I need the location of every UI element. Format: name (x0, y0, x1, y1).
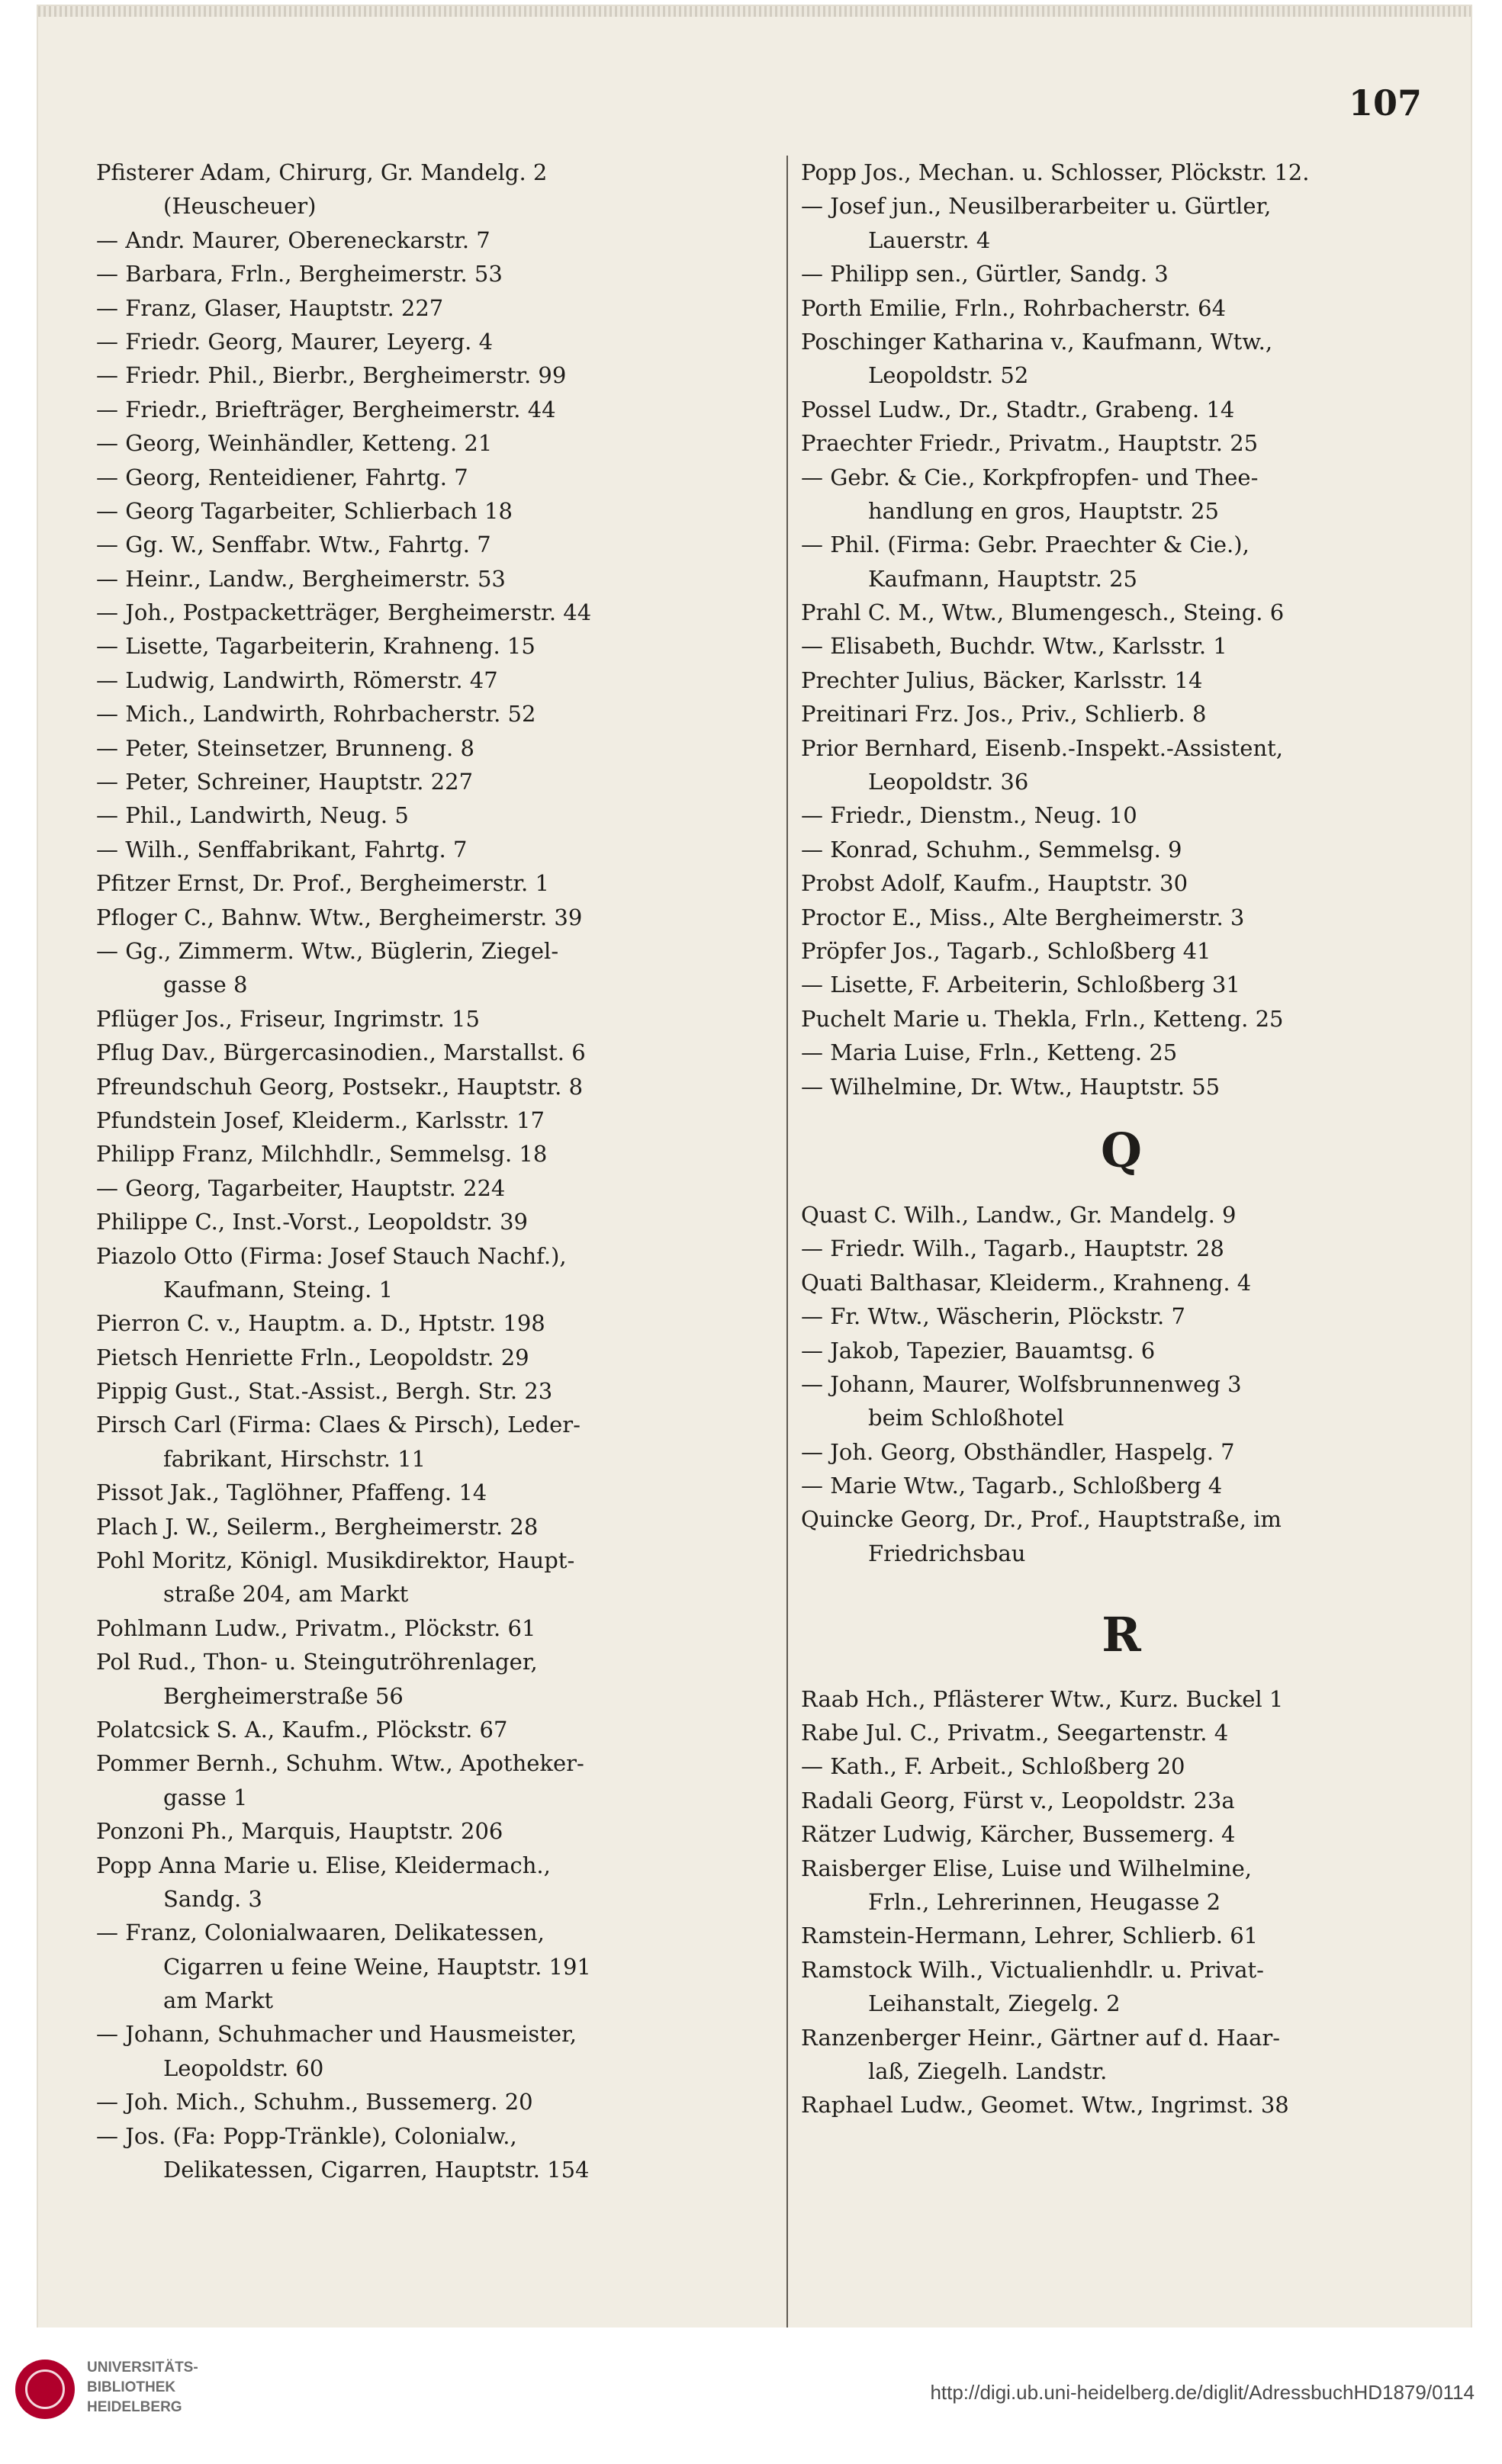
directory-entry-line: — Joh. Georg, Obsthändler, Haspelg. 7 (801, 1438, 1235, 1465)
directory-entry-line: Raphael Ludw., Geomet. Wtw., Ingrimst. 38 (801, 2092, 1289, 2119)
directory-entry-line: Pippig Gust., Stat.-Assist., Bergh. Str. 23 (96, 1378, 553, 1405)
directory-entry-line: — Gg. W., Senffabr. Wtw., Fahrtg. 7 (96, 532, 491, 558)
directory-entry-line: — Barbara, Frln., Bergheimerstr. 53 (96, 261, 503, 288)
directory-entry-line: Ramstock Wilh., Victualienhdlr. u. Privat- (801, 1956, 1264, 1983)
directory-entry-line: — Lisette, Tagarbeiterin, Krahneng. 15 (96, 633, 536, 660)
directory-entry-line: Pirsch Carl (Firma: Claes & Pirsch), Leder- (96, 1412, 581, 1438)
page-top-edge (38, 6, 1471, 17)
directory-entry-line: Proctor E., Miss., Alte Bergheimerstr. 3 (801, 904, 1245, 930)
section-r (801, 1682, 1442, 2122)
section-letter-q: Q (1100, 1122, 1142, 1178)
directory-entry-line: — Gg., Zimmerm. Wtw., Büglerin, Ziegel- (96, 937, 559, 964)
directory-entry-line: Pissot Jak., Taglöhner, Pfaffeng. 14 (96, 1479, 487, 1506)
directory-entry-line: Rätzer Ludwig, Kärcher, Bussemerg. 4 (801, 1821, 1236, 1848)
directory-entry-line: Probst Adolf, Kaufm., Hauptstr. 30 (801, 870, 1188, 897)
directory-entry-line: — Konrad, Schuhm., Semmelsg. 9 (801, 836, 1182, 863)
directory-entry-line: — Friedr. Phil., Bierbr., Bergheimerstr. 99 (96, 362, 567, 389)
directory-entry-line: Leihanstalt, Ziegelg. 2 (868, 1990, 1121, 2017)
directory-entry-line: handlung en gros, Hauptstr. 25 (868, 497, 1219, 524)
directory-entry-line: — Georg, Weinhändler, Ketteng. 21 (96, 430, 493, 457)
directory-entry-line: — Philipp sen., Gürtler, Sandg. 3 (801, 261, 1169, 288)
directory-entry-line: Pohl Moritz, Königl. Musikdirektor, Haupt- (96, 1547, 575, 1574)
footer-bar (0, 2327, 1502, 2464)
directory-entry-line: Pflug Dav., Bürgercasinodien., Marstallst. 6 (96, 1039, 586, 1066)
directory-entry-line: Pohlmann Ludw., Privatm., Plöckstr. 61 (96, 1614, 536, 1641)
directory-entry-line: Poschinger Katharina v., Kaufmann, Wtw., (801, 328, 1273, 355)
directory-entry-line: am Markt (163, 1987, 274, 2014)
directory-entry-line: Pfitzer Ernst, Dr. Prof., Bergheimerstr. 1 (96, 870, 549, 897)
directory-entry-line: — Phil. (Firma: Gebr. Praechter & Cie.), (801, 532, 1250, 558)
directory-entry-line: Popp Anna Marie u. Elise, Kleidermach., (96, 1852, 551, 1878)
directory-entry-line: Frln., Lehrerinnen, Heugasse 2 (868, 1888, 1221, 1915)
directory-entry-line: Bergheimerstraße 56 (163, 1682, 404, 1709)
column-divider (786, 156, 788, 2329)
directory-entry-line: — Johann, Schuhmacher und Hausmeister, (96, 2021, 577, 2048)
university-seal-icon (15, 2360, 75, 2419)
logo-line-2: BIBLIOTHEK (87, 2379, 176, 2395)
directory-entry-line: Sandg. 3 (163, 1885, 262, 1912)
directory-entry-line: Porth Emilie, Frln., Rohrbacherstr. 64 (801, 294, 1227, 321)
directory-entry-line: Kaufmann, Hauptstr. 25 (868, 565, 1137, 592)
directory-entry-line: — Andr. Maurer, Obereneckarstr. 7 (96, 226, 490, 253)
directory-entry-line: Friedrichsbau (868, 1540, 1026, 1566)
directory-entry-line: — Ludwig, Landwirth, Römerstr. 47 (96, 667, 498, 693)
directory-entry-line: Popp Jos., Mechan. u. Schlosser, Plöckstr. 12. (801, 159, 1310, 185)
directory-entry-line: Pfreundschuh Georg, Postsekr., Hauptstr. 8 (96, 1073, 584, 1100)
directory-entry-line: fabrikant, Hirschstr. 11 (163, 1445, 426, 1472)
section-q (801, 1198, 1442, 1570)
directory-entry-line: Radali Georg, Fürst v., Leopoldstr. 23a (801, 1787, 1235, 1813)
directory-entry-line: Pfisterer Adam, Chirurg, Gr. Mandelg. 2 (96, 159, 548, 185)
directory-entry-line: Pierron C. v., Hauptm. a. D., Hptstr. 198 (96, 1310, 545, 1337)
library-logo-text (87, 2358, 198, 2417)
section-letter-r: R (1102, 1606, 1141, 1662)
directory-entry-line: Pröpfer Jos., Tagarb., Schloßberg 41 (801, 937, 1211, 964)
directory-entry-line: Prechter Julius, Bäcker, Karlsstr. 14 (801, 667, 1203, 693)
directory-entry-line: — Friedr. Wilh., Tagarb., Hauptstr. 28 (801, 1235, 1224, 1262)
directory-entry-line: — Fr. Wtw., Wäscherin, Plöckstr. 7 (801, 1303, 1185, 1330)
directory-entry-line: — Wilhelmine, Dr. Wtw., Hauptstr. 55 (801, 1073, 1221, 1100)
directory-entry-line: Quincke Georg, Dr., Prof., Hauptstraße, im (801, 1506, 1282, 1533)
directory-entry-line: — Franz, Glaser, Hauptstr. 227 (96, 294, 444, 321)
directory-entry-line: (Heuscheuer) (163, 193, 317, 220)
directory-entry-line: Ranzenberger Heinr., Gärtner auf d. Haar- (801, 2024, 1281, 2051)
directory-entry-line: — Josef jun., Neusilberarbeiter u. Gürtler, (801, 193, 1272, 220)
directory-entry-line: Philippe C., Inst.-Vorst., Leopoldstr. 39 (96, 1209, 528, 1235)
directory-entry-line: — Marie Wtw., Tagarb., Schloßberg 4 (801, 1473, 1223, 1499)
directory-entry-line: — Georg, Tagarbeiter, Hauptstr. 224 (96, 1174, 506, 1201)
directory-entry-line: Preitinari Frz. Jos., Priv., Schlierb. 8 (801, 701, 1207, 728)
directory-entry-line: Polatcsick S. A., Kaufm., Plöckstr. 67 (96, 1716, 508, 1743)
directory-entry-line: straße 204, am Markt (163, 1581, 409, 1608)
permalink-url[interactable]: http://digi.ub.uni-heidelberg.de/diglit/AdressbuchHD1879/0114 (930, 2381, 1475, 2404)
directory-entry-line: Puchelt Marie u. Thekla, Frln., Ketteng. 25 (801, 1005, 1284, 1032)
directory-entry-line: — Joh., Postpacketträger, Bergheimerstr. 44 (96, 599, 592, 626)
directory-entry-line: — Maria Luise, Frln., Ketteng. 25 (801, 1039, 1178, 1066)
directory-entry-line: — Jakob, Tapezier, Bauamtsg. 6 (801, 1337, 1156, 1364)
directory-entry-line: Pol Rud., Thon- u. Steingutröhrenlager, (96, 1649, 538, 1675)
directory-entry-line: — Georg Tagarbeiter, Schlierbach 18 (96, 497, 513, 524)
directory-entry-line: Leopoldstr. 36 (868, 769, 1029, 795)
directory-entry-line: Raab Hch., Pflästerer Wtw., Kurz. Buckel 1 (801, 1685, 1284, 1712)
directory-entry-line: Ponzoni Ph., Marquis, Hauptstr. 206 (96, 1818, 503, 1845)
directory-entry-line: Leopoldstr. 52 (868, 362, 1029, 389)
logo-line-3: HEIDELBERG (87, 2399, 182, 2415)
directory-entry-line: beim Schloßhotel (868, 1405, 1064, 1431)
directory-entry-line: — Peter, Schreiner, Hauptstr. 227 (96, 769, 474, 795)
directory-entry-line: — Phil., Landwirth, Neug. 5 (96, 802, 409, 829)
directory-entry-line: Prahl C. M., Wtw., Blumengesch., Steing. 6 (801, 599, 1285, 626)
directory-entry-line: — Georg, Renteidiener, Fahrtg. 7 (96, 464, 468, 490)
directory-entry-line: Leopoldstr. 60 (163, 2054, 324, 2081)
directory-entry-line: gasse 1 (163, 1784, 248, 1810)
logo-line-1: UNIVERSITÄTS- (87, 2360, 198, 2376)
directory-entry-line: Plach J. W., Seilerm., Bergheimerstr. 28 (96, 1513, 539, 1540)
directory-entry-line: — Friedr., Briefträger, Bergheimerstr. 44 (96, 396, 556, 422)
directory-entry-line: — Mich., Landwirth, Rohrbacherstr. 52 (96, 701, 536, 728)
directory-entry-line: laß, Ziegelh. Landstr. (868, 2058, 1108, 2084)
right-column (801, 156, 1442, 2122)
directory-entry-line: — Friedr., Dienstm., Neug. 10 (801, 802, 1137, 829)
directory-entry-line: Pietsch Henriette Frln., Leopoldstr. 29 (96, 1344, 529, 1370)
directory-entry-line: Piazolo Otto (Firma: Josef Stauch Nachf.), (96, 1242, 567, 1269)
directory-entry-line: Pfloger C., Bahnw. Wtw., Bergheimerstr. 39 (96, 904, 583, 930)
directory-entry-line: — Kath., F. Arbeit., Schloßberg 20 (801, 1753, 1185, 1780)
page-number: 107 (1348, 82, 1422, 124)
section-p-continued (801, 156, 1442, 1103)
directory-entry-line: — Heinr., Landw., Bergheimerstr. 53 (96, 565, 506, 592)
directory-entry-line: Prior Bernhard, Eisenb.-Inspekt.-Assistent, (801, 734, 1283, 761)
directory-entry-line: Delikatessen, Cigarren, Hauptstr. 154 (163, 2157, 590, 2183)
directory-entry-line: Rabe Jul. C., Privatm., Seegartenstr. 4 (801, 1720, 1229, 1746)
directory-entry-line: — Wilh., Senffabrikant, Fahrtg. 7 (96, 836, 468, 863)
left-column (96, 156, 767, 2186)
directory-entry-line: Kaufmann, Steing. 1 (163, 1276, 394, 1303)
directory-entry-line: — Franz, Colonialwaaren, Delikatessen, (96, 1919, 545, 1946)
directory-entry-line: Pfundstein Josef, Kleiderm., Karlsstr. 17 (96, 1107, 545, 1133)
directory-entry-line: — Johann, Maurer, Wolfsbrunnenweg 3 (801, 1370, 1242, 1397)
directory-entry-line: — Friedr. Georg, Maurer, Leyerg. 4 (96, 328, 494, 355)
directory-entry-line: — Joh. Mich., Schuhm., Bussemerg. 20 (96, 2089, 533, 2115)
directory-entry-line: Praechter Friedr., Privatm., Hauptstr. 25 (801, 430, 1259, 457)
directory-entry-line: — Lisette, F. Arbeiterin, Schloßberg 31 (801, 972, 1240, 998)
directory-entry-line: — Elisabeth, Buchdr. Wtw., Karlsstr. 1 (801, 633, 1227, 660)
directory-entry-line: — Jos. (Fa: Popp-Tränkle), Colonialw., (96, 2122, 517, 2149)
directory-entry-line: Raisberger Elise, Luise und Wilhelmine, (801, 1855, 1252, 1881)
library-logo[interactable] (15, 2353, 198, 2445)
directory-entry-line: Pflüger Jos., Friseur, Ingrimstr. 15 (96, 1005, 480, 1032)
directory-entry-line: Cigarren u feine Weine, Hauptstr. 191 (163, 1953, 591, 1980)
scanned-page (38, 6, 1471, 2327)
directory-entry-line: — Gebr. & Cie., Korkpfropfen- und Thee- (801, 464, 1259, 490)
directory-entry-line: Quast C. Wilh., Landw., Gr. Mandelg. 9 (801, 1201, 1237, 1228)
directory-entry-line: — Peter, Steinsetzer, Brunneng. 8 (96, 734, 474, 761)
directory-entry-line: Quati Balthasar, Kleiderm., Krahneng. 4 (801, 1269, 1252, 1296)
directory-entry-line: Possel Ludw., Dr., Stadtr., Grabeng. 14 (801, 396, 1235, 422)
directory-entry-line: gasse 8 (163, 972, 248, 998)
directory-entry-line: Lauerstr. 4 (868, 226, 991, 253)
directory-entry-line: Ramstein-Hermann, Lehrer, Schlierb. 61 (801, 1923, 1259, 1949)
directory-entry-line: Pommer Bernh., Schuhm. Wtw., Apotheker- (96, 1750, 584, 1777)
directory-entry-line: Philipp Franz, Milchhdlr., Semmelsg. 18 (96, 1141, 548, 1168)
